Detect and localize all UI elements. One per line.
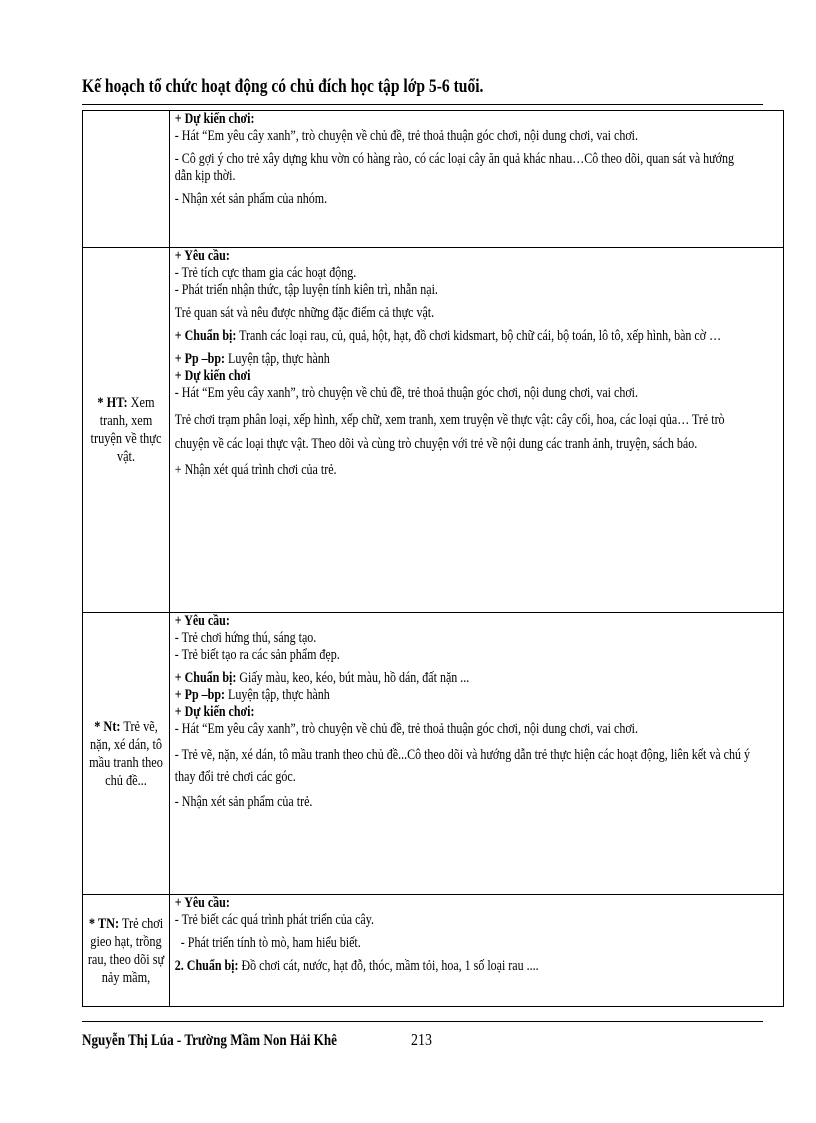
footer-rule (82, 1021, 763, 1022)
table-row (83, 613, 784, 895)
content-line: - Hát “Em yêu cây xanh”, trò chuyện về chủ đề, trẻ thoả thuận góc chơi, nội dung chơi, vai chơi. (174, 385, 639, 401)
content-line: - Nhận xét sản phẩm của trẻ. (174, 794, 313, 810)
activity-cell (83, 895, 170, 1007)
activity-label: Trẻ chơi gieo hạt, trồng rau, theo dõi sự nảy mầm, (87, 915, 165, 986)
content-line: Đồ chơi cát, nước, hạt đỗ, thóc, mầm tỏi, hoa, 1 số loại rau .... (241, 958, 539, 974)
plan-table (82, 110, 784, 1007)
activity-cell (83, 248, 170, 613)
content-line: Luyện tập, thực hành (227, 687, 330, 703)
content-cell (170, 613, 784, 895)
content-line: Trẻ chơi trạm phân loại, xếp hình, xếp chữ, xem tranh, xem truyện về thực vật: cây cối, hoa, các loại qủa… Trẻ trò chuyện về các loại thực vật. Theo dõi và cùng trò chuyện với trẻ về nội dung các tranh ảnh, truyện, sách báo. (174, 412, 725, 452)
line-heading: 2. Chuẩn bị: (174, 958, 239, 974)
content-line: - Hát “Em yêu cây xanh”, trò chuyện về chủ đề, trẻ thoả thuận góc chơi, nội dung chơi, vai chơi. (174, 721, 639, 737)
line-heading: + Dự kiến chơi: (174, 704, 255, 720)
content-line: - Trẻ biết các quá trình phát triển của cây. (174, 912, 374, 928)
line-heading: + Yêu cầu: (174, 248, 230, 264)
line-heading: + Yêu cầu: (174, 613, 230, 629)
table-row (83, 895, 784, 1007)
line-heading: + Chuẩn bị: (174, 670, 237, 686)
content-line: - Phát triển tính tò mò, ham hiểu biết. (174, 935, 361, 951)
line-heading: + Pp –bp: (174, 687, 225, 703)
activity-label: Trẻ vẽ, nặn, xé dán, tô mầu tranh theo chủ đề... (89, 718, 163, 789)
title-rule (82, 104, 763, 105)
table-row (83, 111, 784, 248)
content-cell (170, 895, 784, 1007)
content-line: + Nhận xét quá trình chơi của trẻ. (174, 462, 337, 478)
content-line: - Trẻ tích cực tham gia các hoạt động. (174, 265, 357, 281)
content-cell (170, 248, 784, 613)
page-number: 213 (411, 1030, 432, 1049)
activity-code: * TN: (88, 915, 120, 932)
content-line: - Trẻ biết tạo ra các sản phẩm đẹp. (174, 647, 340, 663)
content-line: Giấy màu, keo, kéo, bút màu, hồ dán, đất nặn ... (239, 670, 470, 686)
content-line: - Phát triển nhận thức, tập luyện tính kiên trì, nhẫn nại. (174, 282, 438, 298)
line-heading: + Yêu cầu: (174, 895, 230, 911)
activity-label: Xem tranh, xem truyện về thực vật. (90, 395, 162, 465)
activity-code: * HT: (97, 395, 128, 411)
content-line: - Trẻ chơi hứng thú, sáng tạo. (174, 630, 317, 646)
content-line: - Hát “Em yêu cây xanh”, trò chuyện về chủ đề, trẻ thoả thuận góc chơi, nội dung chơi, vai chơi. (174, 128, 639, 144)
line-heading: + Dự kiến chơi: (174, 111, 255, 127)
content-line: - Nhận xét sản phẩm của nhóm. (174, 191, 328, 207)
content-line: - Cô gợi ý cho trẻ xây dựng khu vờn có hàng rào, có các loại cây ăn quả khác nhau…Cô theo dõi, quan sát và hướng dẫn kịp thời. (174, 151, 735, 184)
line-heading: + Pp –bp: (174, 351, 225, 367)
content-line: - Trẻ vẽ, nặn, xé dán, tô mầu tranh theo chủ đề...Cô theo dõi và hướng dẫn trẻ thực hiện các hoạt động, liên kết và chú ý thay đổi trẻ chơi các góc. (174, 747, 751, 785)
activity-cell (83, 111, 170, 248)
content-line: Luyện tập, thực hành (227, 351, 330, 367)
footer-author: Nguyễn Thị Lúa - Trường Mầm Non Hải Khê (82, 1032, 337, 1049)
content-line: Tranh các loại rau, củ, quả, hột, hạt, đồ chơi kidsmart, bộ chữ cái, bộ toán, lô tô, xếp hình, bàn cờ … (239, 328, 722, 344)
content-cell (170, 111, 784, 248)
page-title: Kế hoạch tổ chức hoạt động có chủ đích học tập lớp 5-6 tuổi. (82, 76, 484, 97)
activity-code: * Nt: (94, 718, 121, 735)
line-heading: + Chuẩn bị: (174, 328, 237, 344)
activity-cell (83, 613, 170, 895)
table-row (83, 248, 784, 613)
content-line: Trẻ quan sát và nêu được những đặc điểm cả thực vật. (174, 305, 435, 321)
line-heading: + Dự kiến chơi (174, 368, 251, 384)
